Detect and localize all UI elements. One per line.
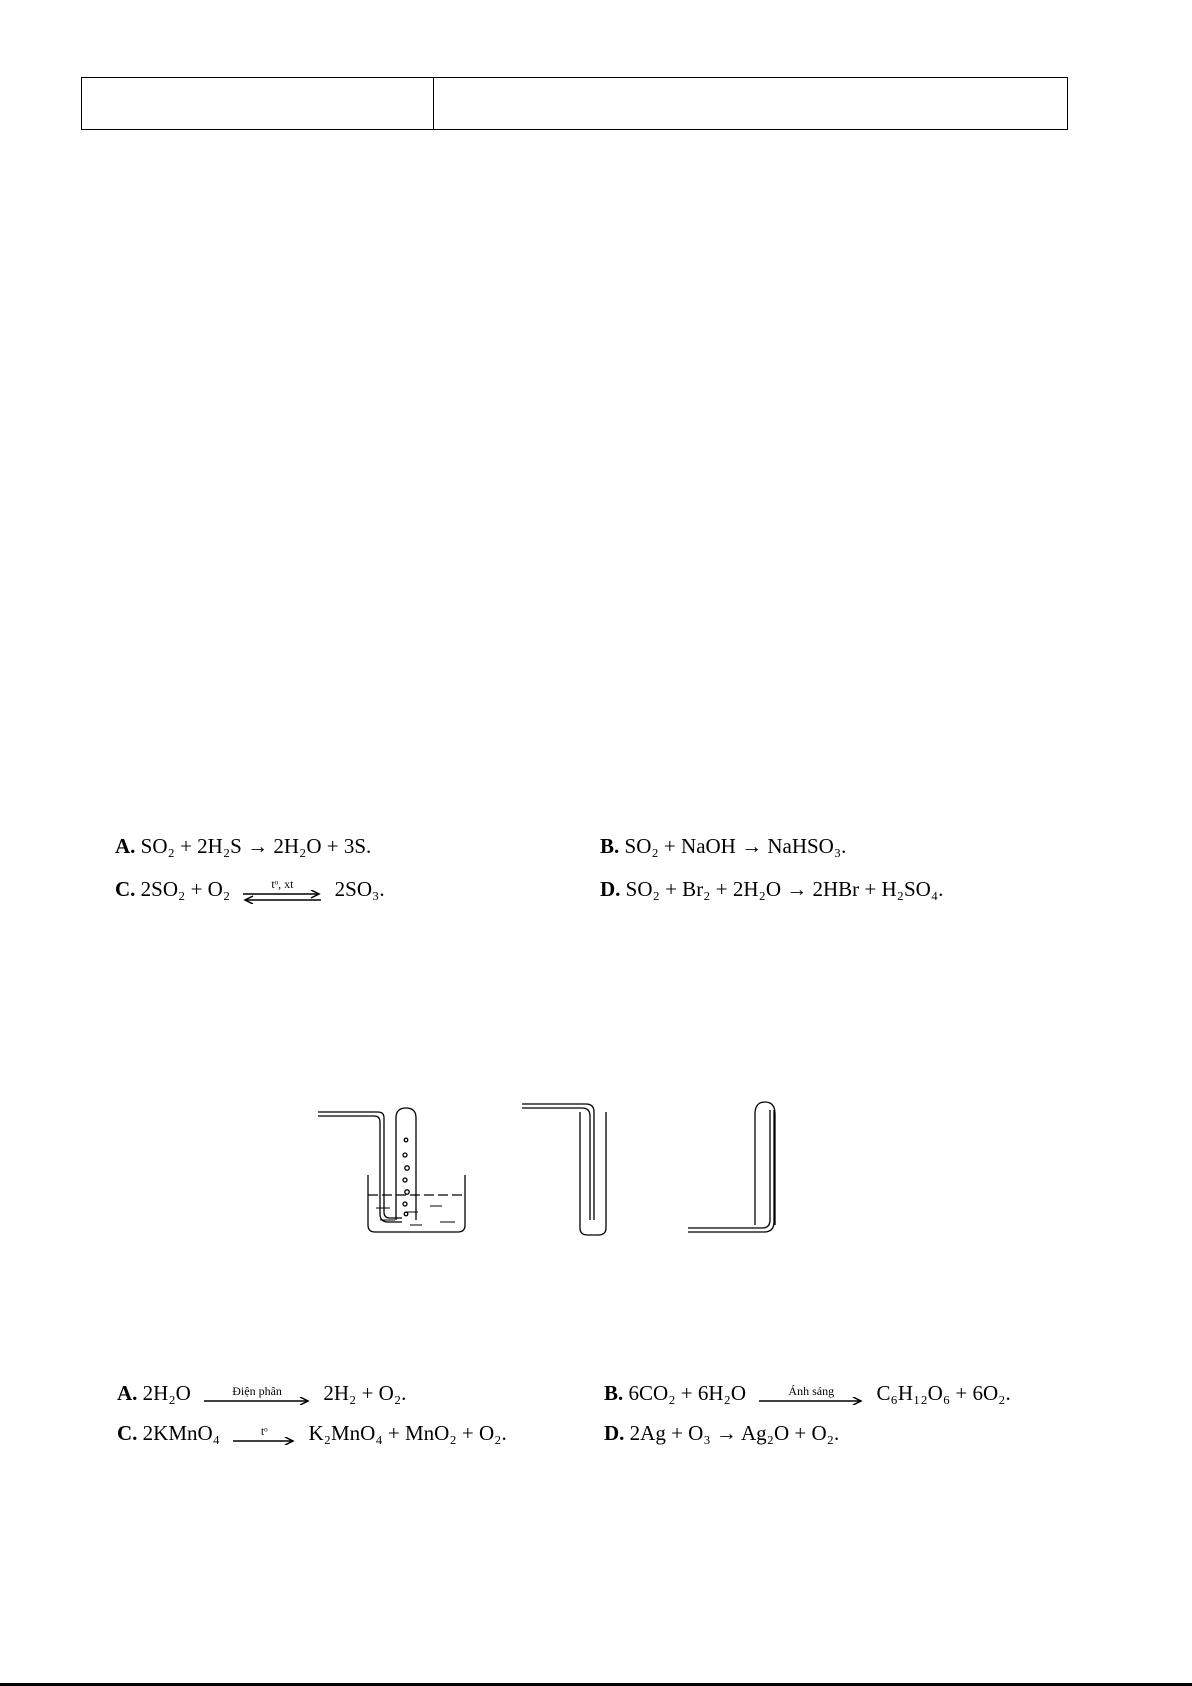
equation-right: 2H₂ + O₂. (323, 1381, 407, 1405)
upward-air-displacement-setup (522, 1104, 606, 1235)
right-arrow-icon (202, 1397, 312, 1405)
reaction-condition: tᵒ, xt (271, 877, 294, 892)
equation-right: K₂MnO₄ + MnO₂ + O₂. (308, 1421, 507, 1445)
q2-option-d (604, 1420, 839, 1446)
equation-left: 2SO₂ + O₂ (140, 877, 231, 901)
equation: SO₂ + Br₂ + 2H₂O → 2HBr + H₂SO₄. (625, 877, 944, 901)
header-cell-right (434, 78, 1067, 129)
option-letter: C. (115, 877, 136, 901)
option-letter: D. (600, 877, 621, 901)
equation: SO₂ + NaOH → NaHSO₃. (624, 834, 847, 858)
equation-right: 2SO₃. (334, 877, 385, 901)
option-letter: A. (117, 1381, 138, 1405)
reaction-condition: Điện phân (232, 1384, 282, 1399)
option-letter: A. (115, 834, 136, 858)
option-letter: D. (604, 1421, 625, 1445)
equation-left: 2KMnO₄ (142, 1421, 220, 1445)
q2-option-c (117, 1420, 507, 1446)
water-displacement-setup (318, 1108, 465, 1232)
condition-arrow (231, 1425, 297, 1445)
equation-left: 2H₂O (142, 1381, 191, 1405)
q1-option-a (115, 833, 371, 859)
option-letter: B. (600, 834, 620, 858)
equation: 2Ag + O₃ → Ag₂O + O₂. (629, 1421, 840, 1445)
header-cell-left (82, 78, 434, 129)
q2-option-a (117, 1380, 406, 1406)
right-arrow-icon (231, 1437, 297, 1445)
q1-option-d (600, 876, 943, 902)
q1-option-b (600, 833, 846, 859)
right-arrow-icon (757, 1397, 865, 1405)
equation-left: 6CO₂ + 6H₂O (628, 1381, 747, 1405)
condition-arrow (202, 1385, 312, 1405)
downward-air-displacement-setup (688, 1102, 775, 1232)
q1-option-c (115, 876, 385, 904)
condition-arrow (757, 1385, 865, 1405)
equilibrium-arrow-icon (241, 890, 323, 904)
equation: SO₂ + 2H₂S → 2H₂O + 3S. (140, 834, 372, 858)
q2-option-b (604, 1380, 1011, 1406)
equation-right: C₆H₁₂O₆ + 6O₂. (876, 1381, 1011, 1405)
gas-collection-apparatus-figure (310, 1100, 790, 1240)
reaction-condition: tᵒ (260, 1424, 268, 1439)
header-table (81, 77, 1068, 130)
reversible-arrow (241, 878, 323, 904)
option-letter: C. (117, 1421, 138, 1445)
option-letter: B. (604, 1381, 624, 1405)
reaction-condition: Ánh sáng (788, 1384, 835, 1399)
